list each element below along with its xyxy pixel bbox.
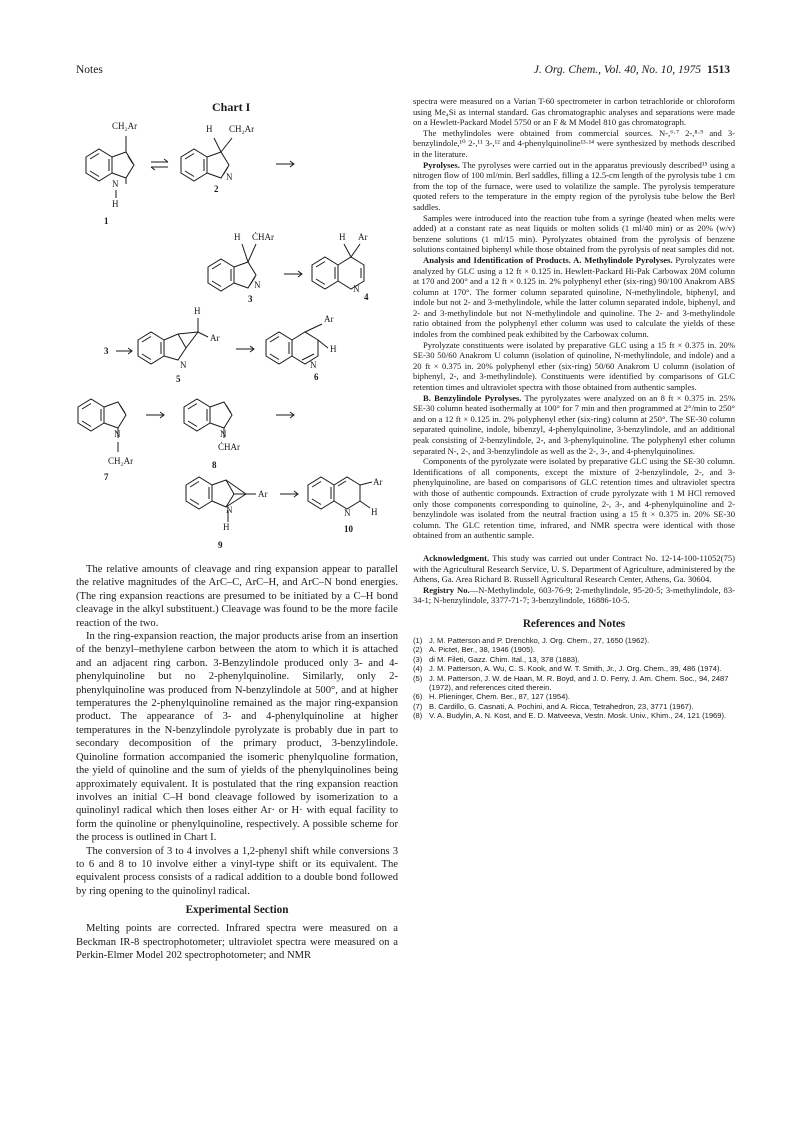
compound-number-3b: 3 <box>104 346 109 356</box>
label-sub8: ĊHAr <box>218 442 240 452</box>
structure-5 <box>138 318 208 364</box>
compound-number-7: 7 <box>104 472 109 482</box>
structure-7 <box>78 399 126 452</box>
reference-item <box>413 636 735 645</box>
body-paragraph: Pyrolyzate constituents were isolated by preparative GLC using a 15 ft × 0.375 in. 20% SE-30 50/60 Anakrom U column (isolation of quinoline, N-methylindole, and indole) and a 20 ft × 0.375 in. 20% polyphenyl ether (six-ring) 50/60 Anakrom U column (isolation of biphenyl, 2-, and 3-methylindole). Constituents were identified by comparisons of GLC retention times and ultraviolet spectra with those obtained from authentic samples. <box>413 339 735 393</box>
body-paragraph: spectra were measured on a Varian T-60 spectrometer in carbon tetrachloride or chloroform using Me₄Si as internal standard. Gas chromatographic analyses and separations were made on a Hewlett-Packard Model 5750 or an F & M Model 810 gas chromatograph. <box>413 96 735 128</box>
right-column <box>413 96 735 721</box>
reference-item <box>413 711 735 720</box>
label-ar10: Ar <box>373 477 383 487</box>
compound-number-1: 1 <box>104 216 109 226</box>
acknowledgment <box>413 553 735 585</box>
label-h1: H <box>112 199 119 209</box>
reference-item <box>413 692 735 701</box>
label-n10: N <box>344 508 351 518</box>
label-h5: H <box>194 306 201 316</box>
label-ar5: Ar <box>210 333 220 343</box>
running-header-journal <box>490 64 730 76</box>
reference-text: B. Cardillo, G. Casnati, A. Pochini, and A. Ricca, Tetrahedron, 23, 3771 (1967). <box>429 701 694 711</box>
arrow-6 <box>276 412 294 418</box>
compound-number-9: 9 <box>218 540 223 550</box>
body-paragraph <box>413 160 735 213</box>
reference-number: (7) <box>413 701 423 711</box>
chart-scheme <box>76 112 406 552</box>
label-h6: H <box>330 344 337 354</box>
compound-number-3: 3 <box>248 294 253 304</box>
acknowledgment-heading: Acknowledgment. <box>423 552 490 563</box>
compound-number-5: 5 <box>176 374 181 384</box>
reference-text: A. Pictet, Ber., 38, 1946 (1905). <box>429 645 535 655</box>
label-n8: N <box>220 429 227 439</box>
left-column <box>76 563 398 962</box>
registry-heading: Registry No. <box>423 584 470 595</box>
run-in-heading: Analysis and Identification of Products. A. Methylindole Pyrolyses. <box>423 254 673 265</box>
paragraph-text: The pyrolyzates were analyzed on an 8 ft × 0.375 in. 25% SE-30 column heated isothermally at 100° for 7 min and then programmed at 2°/min to 250° and on a 12 ft × 0.125 in. 2% polyphenyl ether (six-ring) column at 250°. The SE-30 column separated quinoline, indole, bibenzyl, 4-phenylquinoline, 3-benzylindole, and an additional peak consisting of 2-benzylindole, 2-, and 3-phenylquinoline. The polyphenyl ether column separated N-, 2-, and 3-benzylindole as well as the 2-, 3-, and 4-phenylquinolines. <box>413 392 735 456</box>
label-h2: H <box>206 124 213 134</box>
compound-number-8: 8 <box>212 460 217 470</box>
page-number: 1513 <box>707 64 730 76</box>
references-list <box>413 636 735 721</box>
reference-number: (6) <box>413 692 423 702</box>
label-n1: N <box>112 179 119 189</box>
structure-9 <box>186 477 256 522</box>
run-in-heading: B. Benzylindole Pyrolyses. <box>423 392 522 403</box>
paragraph-text: Pyrolyzates were analyzed by GLC using a 12 ft × 0.125 in. Hewlett-Packard Hi-Pak Carbowax 20M column at 170 and 200° and a 12 ft × 0.125 in. 2% polyphenyl ether (six-ring) 90/100 Anakrom ABS column at 170°. The former column separated quinoline, N-methylindole, biphenyl, and indole but not 2- and 3-methylindole, while the latter column separated indole, biphenyl, and 2- and 3-methylindole but not N-methylindole and quinoline. The 2- and 3-methylindole ratio obtained from the polyphenyl ether column was used to calculate the yields of these indoles from the combined peak exhibited by the Carbowax column. <box>413 254 735 340</box>
reaction-scheme-svg <box>76 112 406 552</box>
compound-number-10: 10 <box>344 524 353 534</box>
reference-item <box>413 664 735 673</box>
run-in-heading: Pyrolyses. <box>423 159 460 170</box>
equilibrium-arrow <box>151 159 168 170</box>
reference-text: J. M. Patterson, A. Wu, C. S. Kook, and W. T. Smith, Jr., J. Org. Chem., 39, 486 (1974). <box>429 664 722 674</box>
label-n7: N <box>114 429 121 439</box>
structure-6 <box>266 324 328 364</box>
reference-item <box>413 655 735 664</box>
label-n5: N <box>180 360 187 370</box>
label-h10: H <box>371 507 378 517</box>
label-h9: H <box>223 522 230 532</box>
body-paragraph: In the ring-expansion reaction, the major products arise from an insertion of the benzyl–methylene carbon between the atom to which it is attached and an adjacent ring carbon. 3-Benzylindole produced only 3- and 4-phenylquinoline but no 2-phenylquinoline. Similarly, only 2-phenylquinoline was produced from N-benzylindole at 500°, and at higher temperatures the 2-phenylquinoline remained as the major ring-expansion product. The appearance of 3- and 4-phenylquinoline at higher temperatures in the N-benzylindole pyrolyzate is probably due in part to secondary decomposition of the primary product, 3-benzylindole. Quinoline formation accompanied the isomeric phenylquoline formation, the yield of quinoline and the sum of yields of the phenylquinolines being approximately equivalent. It is postulated that the ring expansion reaction involves an initial C–H bond cleavage followed by isomerization to a quinolinyl radical which then loses either Ar· or H· with equal facility to form the quinoline or phenylquinoline, respectively. A possible scheme for the process is outlined in Chart I. <box>76 631 398 844</box>
acknowledgment-text: This study was carried out under Contract No. 12-14-100-11052(75) with the Agricultural Research Service, U. S. Department of Agriculture, administered by the Athens, Ga. Area Richard B. Russell Agricultural Research Center, Athens, Ga. 30604. <box>413 552 735 585</box>
experimental-section-title: Experimental Section <box>185 904 289 917</box>
reference-number: (8) <box>413 711 423 721</box>
structure-3 <box>208 244 256 291</box>
label-ar6: Ar <box>324 314 334 324</box>
reference-text: J. M. Patterson, J. W. de Haan, M. R. Boyd, and J. D. Ferry, J. Am. Chem. Soc., 94, 2487 (1972), and references cited therein. <box>429 673 729 692</box>
arrow-1 <box>276 161 294 167</box>
compound-number-2: 2 <box>214 184 219 194</box>
structure-1 <box>86 136 134 198</box>
reference-number: (2) <box>413 645 423 655</box>
label-n4: N <box>353 284 360 294</box>
body-paragraph <box>413 393 735 457</box>
arrow-5 <box>146 412 164 418</box>
reference-number: (4) <box>413 664 423 674</box>
body-paragraph: The conversion of 3 to 4 involves a 1,2-phenyl shift while conversions 3 to 6 and 8 to 10 involve either a vinyl-type shift or its equivalent. The equivalent process consists of a radical addition to a double bond followed by ring opening to the quinolinyl radical. <box>76 845 398 897</box>
registry-text: —N-Methylindole, 603-76-9; 2-methylindole, 95-20-5; 3-methylindole, 83-34-1; N-benzylindole, 3377-71-7; 3-benzylindole, 16886-10-5. <box>413 584 735 606</box>
reference-text: V. A. Budylin, A. N. Kost, and E. D. Matveeva, Vestn. Mosk. Univ., Khim., 24, 121 (1969). <box>429 711 727 721</box>
body-paragraph: Components of the pyrolyzate were isolated by preparative GLC using the SE-30 column. Identifications of all components, except the mixture of 2-benzylindole, 2-, and 3-phenylquinoline, are based on comparisons of GLC retention times and ultraviolet spectra with those of authentic compounds. Extraction of crude pyrolyzate with 1 M HCl removed only those components corresponding to quinoline, 2-, 3-, and 4-phenylquinoline and 2-benzylindole was isolated from the neutral fraction using a 15 ft × 0.375 in. 20% SE-30 column. The GLC retention time, infrared, and NMR spectra were identical with those obtained from an authentic sample. <box>413 456 735 541</box>
reference-number: (1) <box>413 635 423 645</box>
reference-text: di M. Fileti, Gazz. Chim. Ital., 13, 378 (1883). <box>429 654 580 664</box>
arrow-2 <box>284 271 302 277</box>
label-n9: N <box>226 505 233 515</box>
arrow-3 <box>116 348 132 354</box>
chart-title: Chart I <box>212 100 251 114</box>
label-sub7: CH₂Ar <box>108 456 134 466</box>
label-ar9: Ar <box>258 489 268 499</box>
label-n6: N <box>310 360 317 370</box>
running-header-section: Notes <box>76 64 103 76</box>
structure-2 <box>181 138 232 181</box>
structure-4 <box>312 244 364 289</box>
structure-10 <box>308 477 372 509</box>
body-paragraph: The methylindoles were obtained from commercial sources. N-,⁶·⁷ 2-,⁸·⁹ and 3-benzylindole,¹⁰ 2-,¹¹ 3-,¹² and 4-phenylquinoline¹³·¹⁴ were synthesized by methods described in the literature. <box>413 127 735 159</box>
label-h3: H <box>234 232 241 242</box>
label-sub1: CH₂Ar <box>112 121 138 131</box>
body-paragraph: The relative amounts of cleavage and ring expansion appear to parallel the relative magnitudes of the ArC–C, ArC–H, and ArC–N bond energies. (The ring expansion reactions are presumed to be initiated by a C–H bond cleavage in the alkyl substituent.) Cleavage was found to be the more facile reaction of the two. <box>76 564 398 629</box>
reference-item <box>413 645 735 654</box>
compound-number-6: 6 <box>314 372 319 382</box>
body-paragraph <box>413 255 735 340</box>
body-paragraph: Samples were introduced into the reaction tube from a syringe (heated when melts were added) at a constant rate as neat liquids or molten solids (1 ml/40 min) or as 20% (w/v) benzene solutions (1 ml/15 min). Pyrolyzates obtained from the pyrolysis of benzene solutions contained biphenyl while those obtained from the pyrolysis of neat samples did not. <box>413 212 735 255</box>
arrow-7 <box>280 491 298 497</box>
label-n2: N <box>226 172 233 182</box>
label-sub2: CH₂Ar <box>229 124 255 134</box>
reference-item <box>413 702 735 711</box>
experimental-paragraph: Melting points are corrected. Infrared spectra were measured on a Beckman IR-8 spectrophotometer; ultraviolet spectra were measured on a Perkin-Elmer Model 202 spectrophotometer; and NMR <box>76 923 398 961</box>
label-sub4: Ar <box>358 232 368 242</box>
reference-text: J. M. Patterson and P. Drenchko, J. Org. Chem., 27, 1650 (1962). <box>429 635 650 645</box>
journal-citation: J. Org. Chem., Vol. 40, No. 10, 1975 <box>533 64 701 76</box>
compound-number-4: 4 <box>364 292 369 302</box>
label-h4: H <box>339 232 346 242</box>
paragraph-text: The pyrolyses were carried out in the apparatus previously described¹⁵ using a nitrogen flow of 100 ml/min. Berl saddles, filling a 12.5-cm length of the pyrolysis tube 1 cm from the top of the furnace, were used to volatilize the sample. The pyrolysis temperature quoted refers to the temperature in the empty region of the pyrolysis tube below the Berl saddles. <box>413 159 735 212</box>
references-title: References and Notes <box>522 617 626 630</box>
registry-numbers <box>413 585 735 606</box>
reference-item <box>413 674 735 693</box>
reference-number: (3) <box>413 654 423 664</box>
reference-number: (5) <box>413 673 423 683</box>
arrow-4 <box>236 346 254 352</box>
label-n3: N <box>254 280 261 290</box>
reference-text: H. Plieninger, Chem. Ber., 87, 127 (1954). <box>429 692 570 702</box>
label-sub3: ĊHAr <box>252 232 274 242</box>
